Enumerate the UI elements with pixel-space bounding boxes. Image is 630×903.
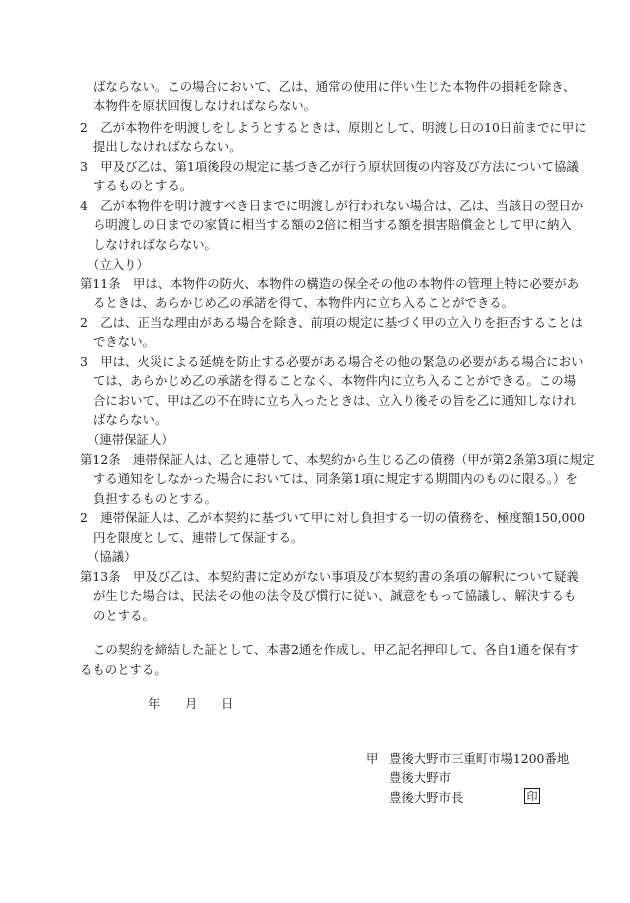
party-label: 甲 [366,751,379,766]
body-line: できない。 [93,334,155,349]
seal-mark: 印 [524,788,540,804]
date-month: 月 [185,696,198,711]
date-year: 年 [148,696,161,711]
section-heading: （連帯保証人） [87,432,174,447]
body-line: するものとする。 [93,178,193,193]
signer-address: 豊後大野市三重町市場1200番地 [389,751,570,766]
article-line: 第11条 甲は、本物件の防火、本物件の構造の保全その他の本物件の管理上特に必要があ [80,276,580,291]
body-line: ら明渡しの日までの家賃に相当する額の2倍に相当する額を損害賠償金として甲に納入 [93,217,572,232]
body-line: 円を限度として、連帯して保証する。 [93,530,304,545]
body-line: 合において、甲は乙の不在時に立ち入ったときは、立入り後その旨を乙に通知しなけれ [93,393,576,408]
body-line: のとする。 [93,608,155,623]
body-line: が生じた場合は、民法その他の法令及び慣行に従い、誠意をもって協議し、解決するも [93,588,577,603]
body-line: 3 甲及び乙は、第1項後段の規定に基づき乙が行う原状回復の内容及び方法について協議 [80,159,579,174]
closing-line: この契約を締結した証として、本書2通を作成し、甲乙記名押印して、各自1通を保有す [93,642,580,657]
date-day: 日 [221,696,234,711]
body-line: 3 甲は、火災による延焼を防止する必要がある場合その他の緊急の必要がある場合におい [80,354,584,369]
signer-title: 豊後大野市長 [389,790,464,805]
closing-line: るものとする。 [80,662,167,677]
body-line: 2 乙が本物件を明渡しをしようとするときは、原則として、明渡し日の10日前までに甲に [80,120,587,135]
body-line: ては、あらかじめ乙の承諾を得ることなく、本物件内に立ち入ることができる。この場 [93,373,576,388]
article-line: 第13条 甲及び乙は、本契約書に定めがない事項及び本契約書の条項の解釈について疑義 [80,569,579,584]
body-line: しなければならない。 [93,237,217,252]
body-line: する通知をしなかった場合においては、同条第1項に規定する期間内のものに限る。）を [93,471,578,486]
body-line: 提出しなければならない。 [93,139,242,154]
section-heading: （立入り） [87,257,149,272]
body-line: るときは、あらかじめ乙の承諾を得て、本物件内に立ち入ることができる。 [93,295,515,310]
body-line: 本物件を原状回復しなければならない。 [93,98,317,113]
body-line: 4 乙が本物件を明け渡すべき日までに明渡しが行われない場合は、乙は、当該日の翌日か [80,198,584,213]
signer-name: 豊後大野市 [389,770,451,785]
body-line: 2 乙は、正当な理由がある場合を除き、前項の規定に基づく甲の立入りを拒否することは [80,315,584,330]
body-line: 2 連帯保証人は、乙が本契約に基づいて甲に対し負担する一切の債務を、極度額150,000 [80,510,586,525]
body-line: ばならない。この場合において、乙は、通常の使用に伴い生じた本物件の損耗を除き、 [93,79,576,94]
body-line: ばならない。 [93,412,168,427]
section-heading: （協議） [87,549,137,564]
article-line: 第12条 連帯保証人は、乙と連帯して、本契約から生じる乙の債務（甲が第2条第3項に規定 [80,452,595,467]
body-line: 負担するものとする。 [93,491,217,506]
